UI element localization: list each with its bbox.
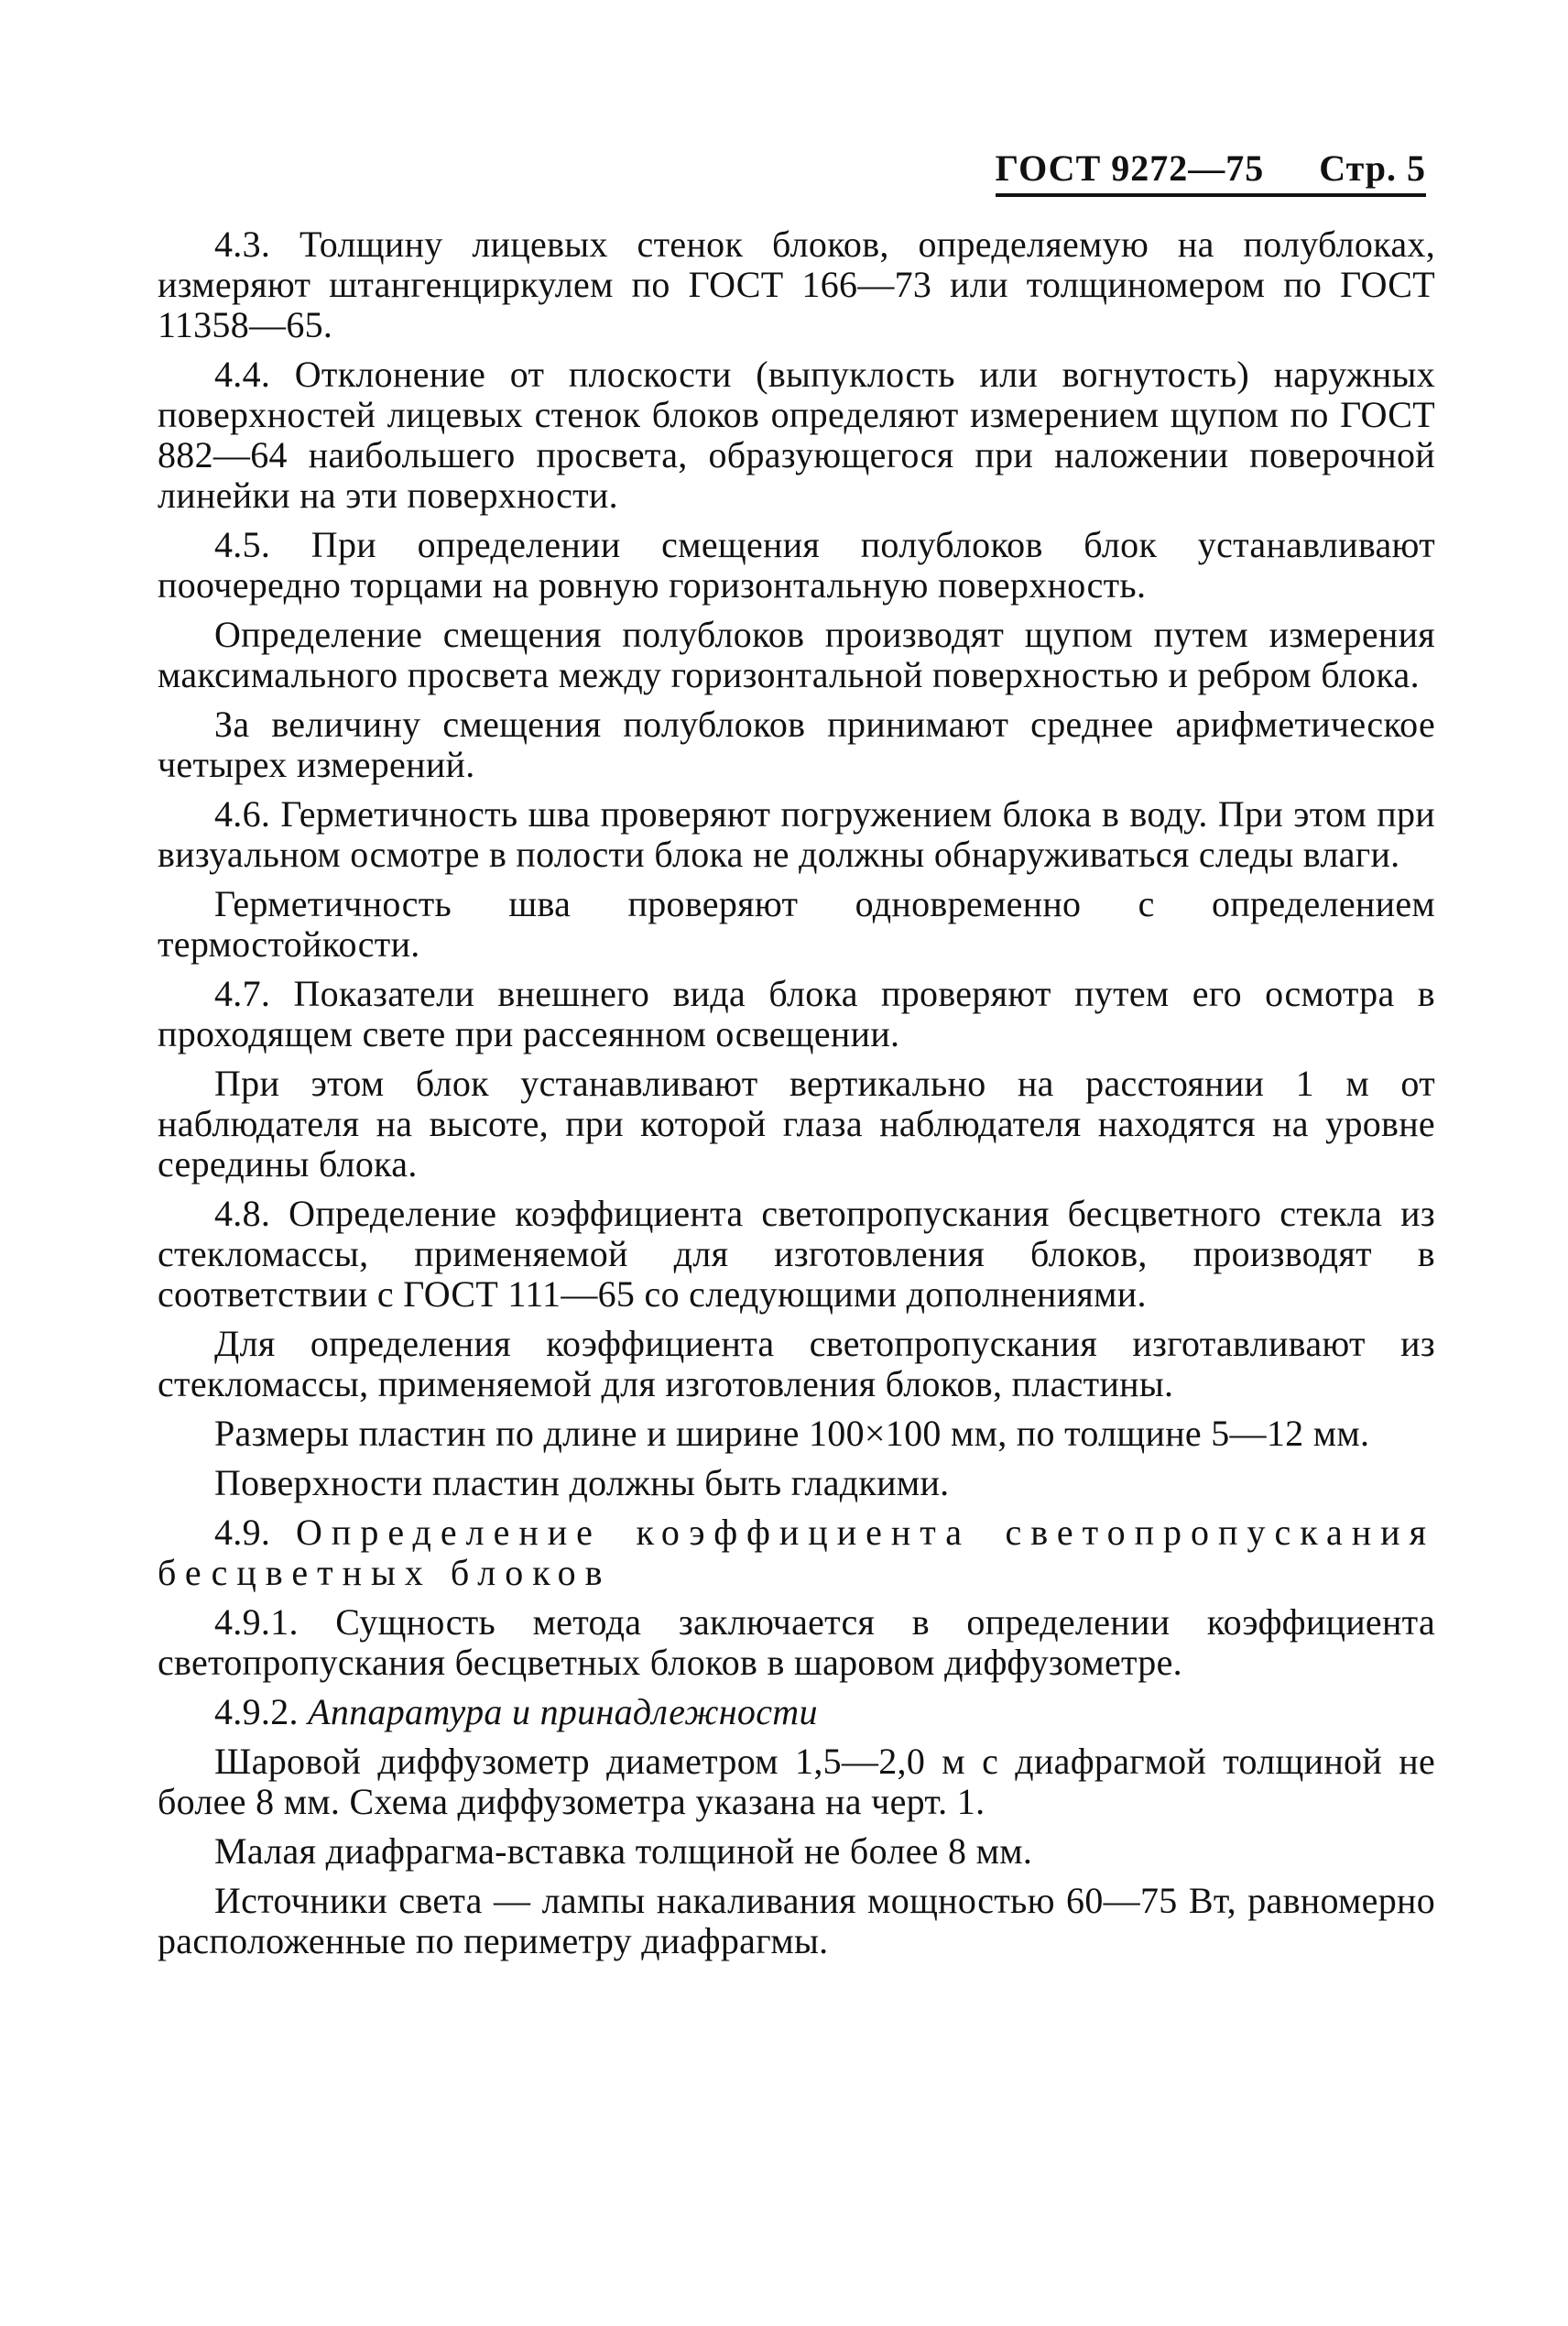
paragraph-plate-surface: Поверхности пластин должны быть гладкими. bbox=[214, 1462, 950, 1503]
paragraph-4-3: 4.3. Толщину лицевых стенок блоков, определяемую на полублоках, измеряют штангенциркулем по ГОСТ 166—73 или толщиномером по ГОСТ 11358—65. bbox=[158, 224, 1435, 345]
paragraph-plates: Для определения коэффициента светопропускания изготавливают из стекломассы, применяемой для изготовления блоков, пластины. bbox=[158, 1323, 1435, 1404]
page-number: Стр. 5 bbox=[1319, 147, 1426, 189]
section-4-9-number: 4.9. bbox=[214, 1512, 271, 1553]
paragraph-4-5: 4.5. При определении смещения полублоков блок устанавливают поочередно торцами на ровную горизонтальную поверхность. bbox=[158, 524, 1435, 606]
paragraph-seal-check: Герметичность шва проверяют одновременно с определением термостойкости. bbox=[158, 883, 1435, 965]
paragraph-offset-method: Определение смещения полублоков производят щупом путем измерения максимального просвета между горизонтальной поверхностью и ребром блока. bbox=[158, 614, 1435, 695]
document-body bbox=[158, 224, 1435, 1971]
paragraph-offset-mean: За величину смещения полублоков принимают среднее арифметическое четырех измерений. bbox=[158, 704, 1435, 785]
paragraph-4-6: 4.6. Герметичность шва проверяют погружением блока в воду. При этом при визуальном осмотре в полости блока не должны обнаруживаться следы влаги. bbox=[158, 793, 1435, 875]
paragraph-4-4: 4.4. Отклонение от плоскости (выпуклость или вогнутость) наружных поверхностей лицевых стенок блоков определяют измерением щупом по ГОСТ 882—64 наибольшего просвета, образующегося при наложении поверочной линейки на эти поверхности. bbox=[158, 354, 1435, 516]
paragraph-4-7: 4.7. Показатели внешнего вида блока проверяют путем его осмотра в проходящем свете при рассеянном освещении. bbox=[158, 973, 1435, 1054]
paragraph-block-position: При этом блок устанавливают вертикально на расстоянии 1 м от наблюдателя на высоте, при которой глаза наблюдателя находятся на уровне середины блока. bbox=[158, 1063, 1435, 1185]
section-4-9-2-heading bbox=[158, 1692, 1435, 1732]
page-header bbox=[996, 147, 1426, 197]
paragraph-light-sources: Источники света — лампы накаливания мощностью 60—75 Вт, равномерно расположенные по периметру диафрагмы. bbox=[158, 1880, 1435, 1961]
paragraph-diffusometer: Шаровой диффузометр диаметром 1,5—2,0 м с диафрагмой толщиной не более 8 мм. Схема диффузометра указана на черт. 1. bbox=[158, 1741, 1435, 1822]
section-4-9-heading bbox=[158, 1512, 1435, 1593]
paragraph-plate-size: Размеры пластин по длине и ширине 100×100 мм, по толщине 5—12 мм. bbox=[214, 1413, 1370, 1454]
paragraph-4-9-1: 4.9.1. Сущность метода заключается в определении коэффициента светопропускания бесцветных блоков в шаровом диффузометре. bbox=[158, 1601, 1435, 1683]
section-4-9-title: Определение коэффициента светопропускания бесцветных блоков bbox=[158, 1512, 1435, 1593]
section-4-9-2-number: 4.9.2. bbox=[214, 1691, 299, 1732]
section-4-9-2-title: Аппаратура и принадлежности bbox=[308, 1691, 818, 1732]
standard-number: ГОСТ 9272—75 bbox=[995, 147, 1265, 189]
paragraph-4-8: 4.8. Определение коэффициента светопропускания бесцветного стекла из стекломассы, применяемой для изготовления блоков, производят в соответствии с ГОСТ 111—65 со следующими дополнениями. bbox=[158, 1193, 1435, 1315]
paragraph-small-diaphragm: Малая диафрагма-вставка толщиной не более 8 мм. bbox=[214, 1830, 1033, 1872]
